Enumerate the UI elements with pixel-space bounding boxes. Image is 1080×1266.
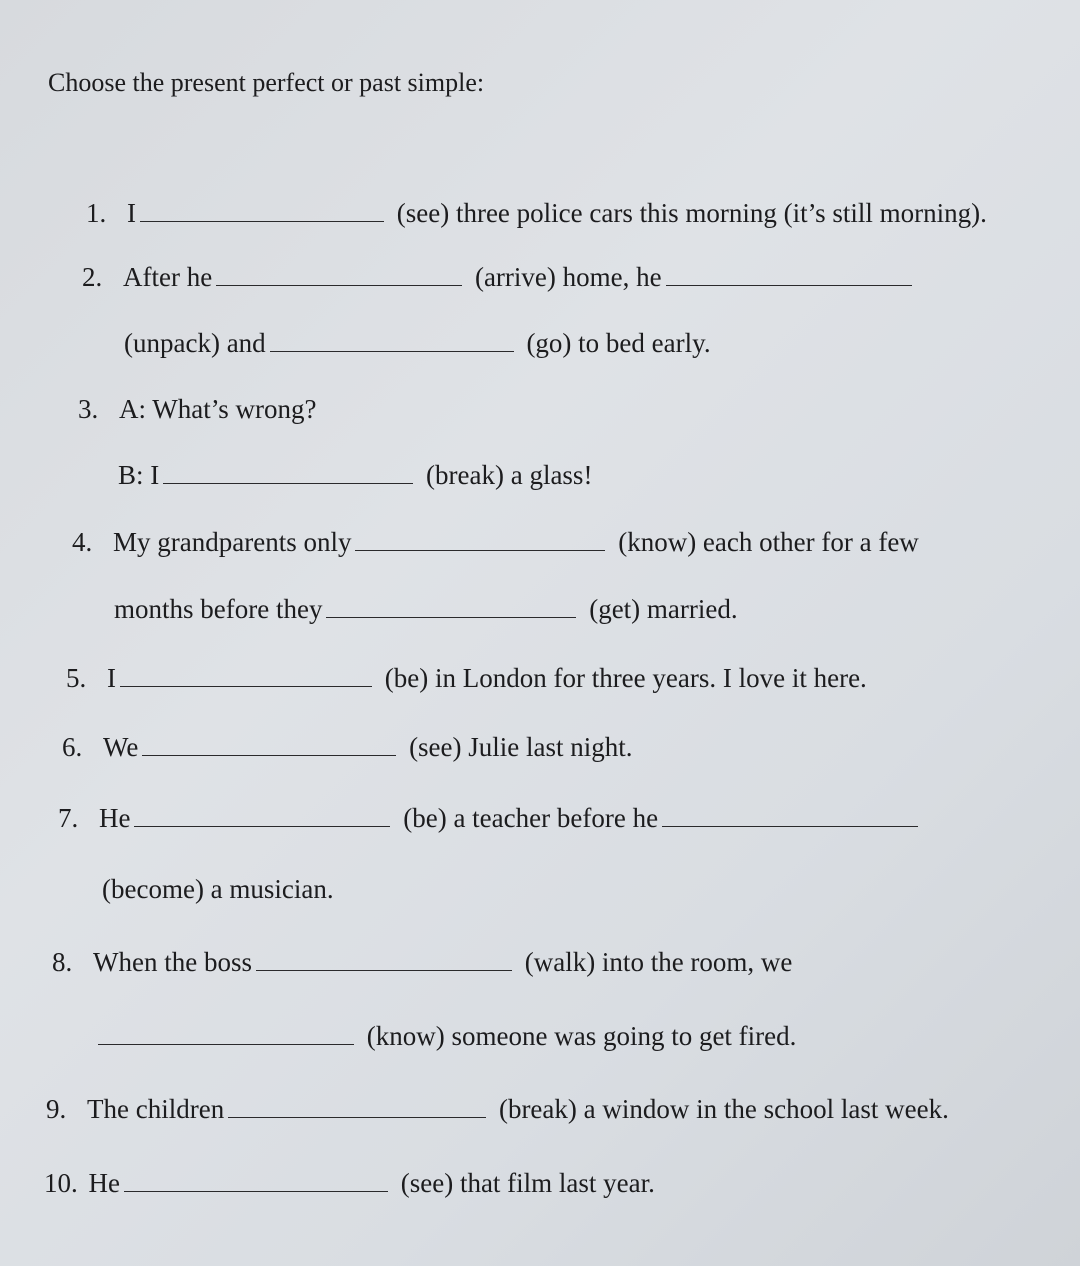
exercise-item-7: 7. He (be) a teacher before he [58, 801, 924, 835]
answer-blank[interactable] [666, 263, 912, 286]
exercise-item-8-continued: (know) someone was going to get fired. [98, 1019, 796, 1053]
answer-blank[interactable] [256, 948, 512, 971]
exercise-item-5: 5. I (be) in London for three years. I love it here. [66, 663, 867, 693]
instruction-title: Choose the present perfect or past simple: [48, 68, 485, 97]
answer-blank[interactable] [134, 804, 390, 827]
answer-blank[interactable] [662, 804, 918, 827]
answer-blank[interactable] [120, 664, 372, 687]
answer-blank[interactable] [355, 528, 605, 551]
exercise-item-1: 1. I (see) three police cars this morning (it’s still morning). [86, 198, 987, 228]
answer-blank[interactable] [163, 461, 413, 484]
exercise-item-2: 2. After he (arrive) home, he [82, 260, 918, 294]
item-number: 1. [86, 198, 107, 228]
answer-blank[interactable] [142, 733, 396, 756]
exercise-item-7-continued: (become) a musician. [102, 874, 334, 904]
exercise-item-4-continued: months before they (get) married. [114, 594, 738, 624]
exercise-item-10: 10. He (see) that film last year. [44, 1168, 655, 1198]
answer-blank[interactable] [124, 1169, 388, 1192]
answer-blank[interactable] [326, 595, 576, 618]
answer-blank[interactable] [270, 329, 514, 352]
exercise-item-3: 3. A: What’s wrong? [78, 394, 317, 424]
exercise-item-3-continued: B: I (break) a glass! [118, 460, 593, 490]
answer-blank[interactable] [228, 1095, 486, 1118]
answer-blank[interactable] [216, 263, 462, 286]
exercise-item-6: 6. We (see) Julie last night. [62, 732, 633, 762]
answer-blank[interactable] [98, 1022, 354, 1045]
exercise-item-2-continued: (unpack) and (go) to bed early. [124, 328, 711, 358]
exercise-item-8: 8. When the boss (walk) into the room, we [52, 947, 793, 977]
answer-blank[interactable] [140, 199, 384, 222]
exercise-item-4: 4. My grandparents only (know) each other for a few [72, 527, 919, 557]
exercise-item-9: 9. The children (break) a window in the school last week. [46, 1094, 949, 1124]
